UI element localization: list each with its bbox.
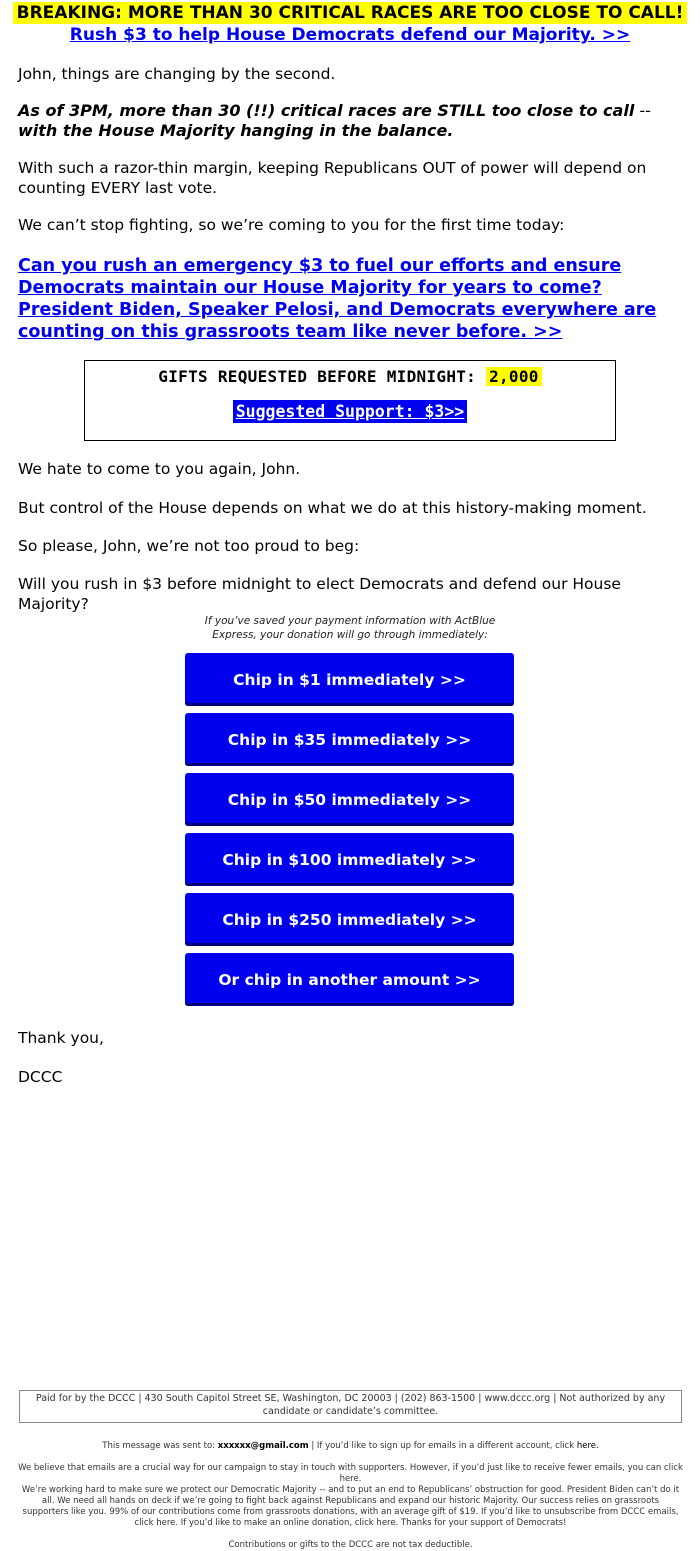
alert-paragraph (18, 101, 683, 141)
alert-text-a: As of 3PM, more than 30 (!!) critical races are STILL too close to call (18, 101, 635, 120)
margin-paragraph: With such a razor-thin margin, keeping Republicans OUT of power will depend on counting EVERY last vote. (18, 159, 647, 197)
cta-donate-link[interactable]: Can you rush an emergency $3 to fuel our efforts and ensure Democrats maintain our House Majority for years to come? President Biden, Speaker Pelosi, and Democrats everywhere are counting on this grassroots team like never before. >> (18, 256, 657, 342)
other-amount-button[interactable]: Or chip in another amount >> (185, 953, 514, 1006)
working-paragraph[interactable]: We’re working hard to make sure we protect our Democratic Majority -- and to put an end to Republicans’ obstruction for good. President Biden can’t do it all. We need all hands on deck if we’re going to fight back against Republicans and expand our historic Majority. Our success relies on grassroots supporters like you. 99% of our contributions come from grassroots donations, with an average gift of $19. If you’d like to unsubscribe from DCCC emails, click here. If you’d like to make an online donation, click here. Thanks for your support of Democrats! (21, 1485, 680, 1528)
chip-in-100-button[interactable]: Chip in $100 immediately >> (185, 833, 514, 886)
fighting-paragraph: We can’t stop fighting, so we’re coming to you for the first time today: (18, 216, 565, 234)
cta-paragraph (18, 255, 683, 343)
sent-to-suffix: | If you’d like to sign up for emails in a different account, click (311, 1441, 575, 1451)
recipient-email: xxxxxx@gmail.com (217, 1441, 309, 1451)
beg-paragraph: So please, John, we’re not too proud to beg: (18, 537, 360, 555)
alert-text-b: with the House Majority hanging in the balance. (18, 121, 454, 140)
sent-to-prefix: This message was sent to: (102, 1441, 216, 1451)
suggested-support-link[interactable]: Suggested Support: $3>> (233, 400, 467, 423)
chip-in-50-button[interactable]: Chip in $50 immediately >> (185, 773, 514, 826)
rush-paragraph: Will you rush in $3 before midnight to elect Democrats and defend our House Majority? (18, 575, 621, 613)
breaking-banner (0, 0, 700, 45)
chip-in-250-button[interactable]: Chip in $250 immediately >> (185, 893, 514, 946)
paid-for-box: Paid for by the DCCC | 430 South Capitol Street SE, Washington, DC 20003 | (202) 863-1500 | www.dccc.org | Not authorized by any candidate or candidate’s committee. (19, 1390, 682, 1423)
gifts-count: 2,000 (486, 367, 542, 386)
chip-in-35-button[interactable]: Chip in $35 immediately >> (185, 713, 514, 766)
fewer-emails-line[interactable]: We believe that emails are a crucial way for our campaign to stay in touch with supporters. However, if you’d just like to receive fewer emails, you can click here. (18, 1463, 683, 1484)
tax-note: Contributions or gifts to the DCCC are not tax deductible. (228, 1540, 473, 1550)
alert-dash: -- (634, 101, 651, 120)
gifts-label: GIFTS REQUESTED BEFORE MIDNIGHT: (158, 367, 477, 386)
thanks-line: Thank you, (18, 1029, 104, 1047)
signup-here-link[interactable]: here. (576, 1441, 599, 1451)
banner-title: BREAKING: MORE THAN 30 CRITICAL RACES ARE TOO CLOSE TO CALL! (13, 2, 688, 24)
signature: DCCC (18, 1068, 63, 1086)
banner-donate-link[interactable]: Rush $3 to help House Democrats defend our Majority. >> (69, 25, 631, 45)
greeting: John, things are changing by the second. (18, 65, 336, 83)
hate-paragraph: We hate to come to you again, John. (18, 460, 301, 478)
chip-in-1-button[interactable]: Chip in $1 immediately >> (185, 653, 514, 706)
control-paragraph: But control of the House depends on what we do at this history-making moment. (18, 499, 647, 517)
gifts-box (84, 360, 616, 441)
express-note: If you’ve saved your payment information with ActBlue Express, your donation will go through immediately: (204, 615, 496, 641)
sent-to-line (18, 1441, 683, 1452)
gifts-line (85, 367, 615, 386)
